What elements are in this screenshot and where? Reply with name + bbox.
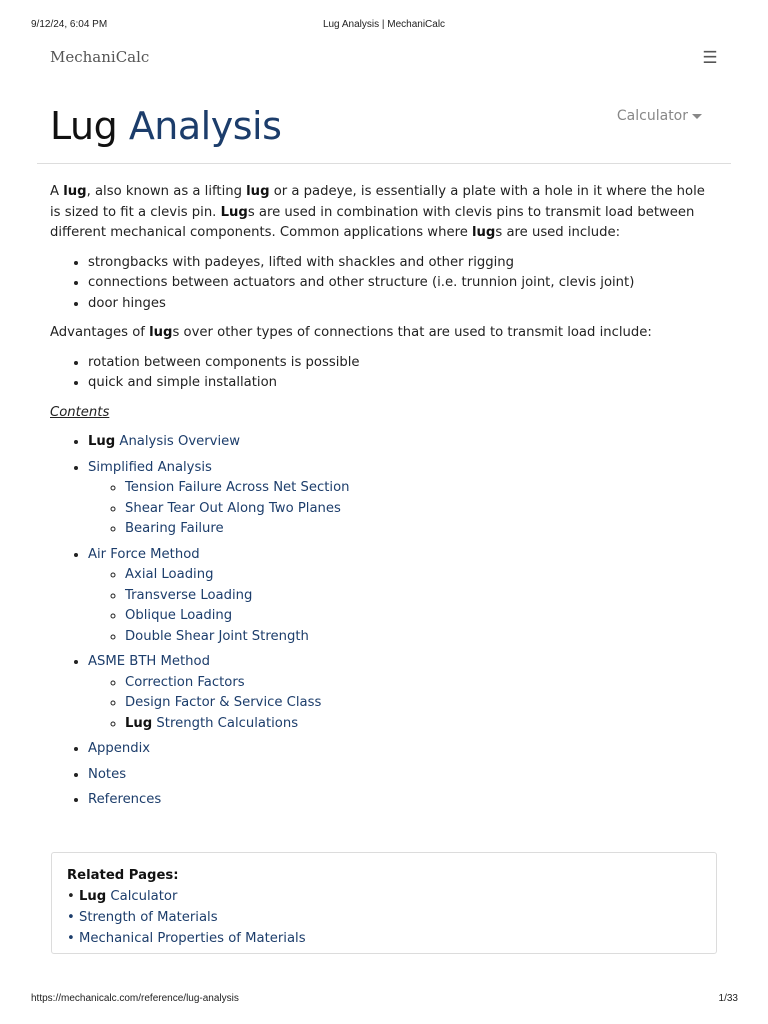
article-content	[50, 182, 718, 816]
toc-link-asme-bth-method[interactable]: ASME BTH Method	[88, 654, 210, 669]
related-item-lug-calculator[interactable]: • Lug Calculator	[67, 889, 178, 904]
toc-link-oblique-loading[interactable]: Oblique Loading	[125, 608, 233, 623]
navbar	[50, 48, 718, 72]
toc-link-correction-factors[interactable]: Correction Factors	[125, 674, 245, 690]
toc-link-lug-strength[interactable]: Strength Calculations	[152, 715, 299, 731]
toc-link-design-factor[interactable]: Design Factor & Service Class	[125, 695, 322, 710]
toc-link-transverse-loading[interactable]: Transverse Loading	[125, 587, 253, 603]
title-word-lug: Lug	[50, 104, 118, 148]
list-item: • connections between actuators and other structure (i.e. trunnion joint, clevis joint)	[88, 273, 718, 294]
toc-item-lug-strength[interactable]: ◦ Lug Strength Calculations	[125, 714, 718, 735]
list-item: • strongbacks with padeyes, lifted with shackles and other rigging	[88, 253, 718, 274]
toc-item-air-force	[88, 545, 718, 648]
related-pages-box	[51, 852, 717, 954]
page-title	[50, 100, 281, 152]
related-item-mech-props[interactable]: • Mechanical Properties of Materials	[67, 931, 306, 946]
toc-link-shear-tear-out[interactable]: Shear Tear Out Along Two Planes	[125, 500, 341, 516]
applications-list	[50, 253, 718, 315]
toc-link-overview[interactable]: Analysis Overview	[115, 434, 241, 449]
title-row	[50, 100, 718, 156]
calculator-dropdown-label: Calculator	[616, 108, 688, 124]
toc-link-references[interactable]: References	[88, 792, 162, 807]
caret-down-icon	[692, 114, 702, 119]
toc-item-simplified	[88, 458, 718, 540]
title-divider	[37, 163, 731, 164]
list-item: • quick and simple installation	[88, 373, 718, 394]
toc-item-asme	[88, 652, 718, 734]
calculator-dropdown[interactable]	[617, 108, 702, 124]
toc-link-double-shear[interactable]: Double Shear Joint Strength	[125, 628, 309, 644]
related-link-strength-of-materials[interactable]: Strength of Materials	[78, 910, 218, 925]
toc-item-overview[interactable]: • Lug Analysis Overview	[88, 432, 718, 453]
print-datetime: 9/12/24, 6:04 PM	[31, 19, 108, 30]
title-word-analysis: Analysis	[128, 104, 282, 148]
advantages-list	[50, 353, 718, 394]
list-item: • rotation between components is possible	[88, 353, 718, 374]
toc-link-simplified-analysis[interactable]: Simplified Analysis	[88, 459, 212, 475]
related-pages-heading: Related Pages:	[67, 868, 179, 883]
toc-link-axial-loading[interactable]: Axial Loading	[125, 567, 214, 582]
list-item: • door hinges	[88, 294, 718, 315]
toc-link-notes[interactable]: Notes	[88, 766, 127, 782]
brand-logo[interactable]: MechaniCalc	[50, 48, 150, 66]
intro-paragraph: A lug, also known as a lifting lug or a padeye, is essentially a plate with a hole in it where the hole is sized to fit a clevis pin. Lugs are used in combination with clevis pins to transmit load between different mechanical components. Common applications where lugs are used include:	[50, 184, 705, 240]
print-page-number: 1/33	[718, 993, 738, 1004]
print-doc-title: Lug Analysis | MechaniCalc	[322, 19, 446, 30]
print-footer	[0, 993, 768, 1007]
related-link-lug-calculator[interactable]: Calculator	[106, 889, 178, 904]
toc-link-bearing-failure[interactable]: Bearing Failure	[125, 521, 224, 536]
print-url: https://mechanicalc.com/reference/lug-analysis	[31, 993, 239, 1004]
contents-heading: Contents	[50, 404, 110, 420]
related-item-strength[interactable]: • Strength of Materials	[67, 910, 218, 925]
table-of-contents	[50, 432, 718, 811]
toc-link-air-force-method[interactable]: Air Force Method	[88, 546, 200, 562]
hamburger-menu-icon[interactable]: ☰	[702, 48, 718, 67]
toc-link-tension-failure[interactable]: Tension Failure Across Net Section	[125, 480, 350, 495]
related-link-mechanical-properties[interactable]: Mechanical Properties of Materials	[78, 931, 306, 946]
print-header	[0, 19, 768, 33]
toc-link-appendix[interactable]: Appendix	[88, 741, 151, 756]
advantages-paragraph: Advantages of lugs over other types of connections that are used to transmit load include:	[50, 325, 652, 340]
